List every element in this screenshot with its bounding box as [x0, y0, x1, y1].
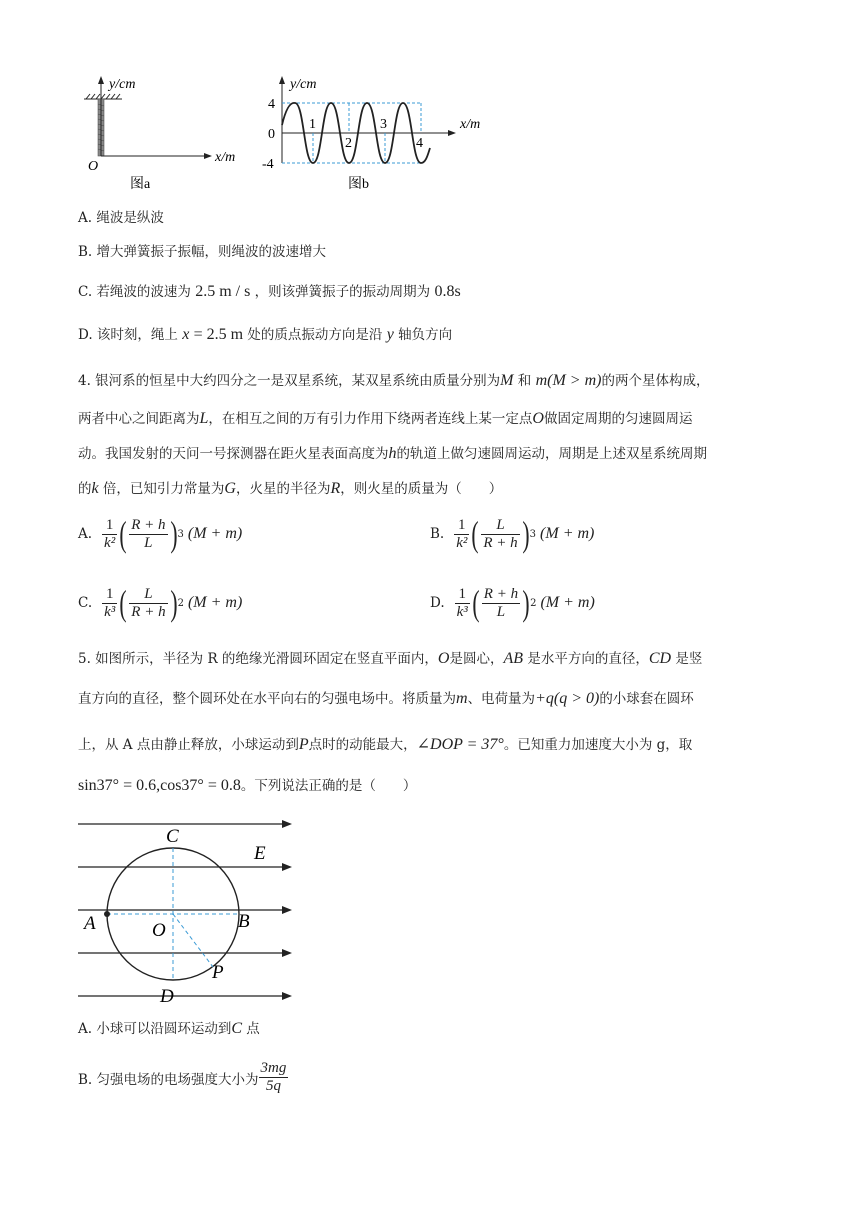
q4-text: 4. 银河系的恒星中大约四分之一是双星系统，某双星系统由质量分别为	[78, 373, 501, 389]
q5-var-CD: CD	[648, 650, 672, 667]
q4-option-c: C. $\frac{1}{\text{k³}}$ ( $\frac{L}{R + h}$ ) 2 (M + m)	[78, 583, 243, 623]
field-strength-fraction: $\frac{3mg}{5q}$	[260, 1060, 287, 1094]
q4-text: 和	[513, 373, 536, 389]
q5-text: 上，从 A 点由静止释放，小球运动到	[78, 737, 299, 753]
q4-text: ，则火星的质量为（ ）	[340, 481, 503, 497]
q5-text: 、电荷量为	[467, 691, 536, 707]
q4-var-M: M	[500, 372, 514, 389]
q5-text: 是圆心，	[449, 651, 504, 667]
figure-a-caption: 图a	[130, 177, 151, 192]
q4-line-4	[78, 479, 502, 499]
q5-option-a	[78, 1019, 260, 1039]
label-A: A	[84, 913, 96, 934]
q4-var-h: h	[388, 445, 397, 462]
q4-option-b: B. $\frac{1}{\text{k²}}$ ( $\frac{L}{R + h}$ ) 3 (M + m)	[430, 514, 595, 554]
q4-var-k: k	[91, 480, 99, 497]
q5-text: 。下列说法正确的是（ ）	[240, 778, 417, 794]
mass-sum: (M + m)	[540, 525, 595, 542]
q3-option-d-y: y	[386, 326, 394, 343]
q5-text: 。已知重力加速度大小为 g，取	[503, 737, 693, 753]
y-tick-bottom: -4	[262, 157, 274, 172]
mass-sum: (M + m)	[540, 594, 595, 611]
q5-option-a-text: 点	[242, 1021, 260, 1037]
q4-text: 两者中心之间距离为	[78, 411, 200, 427]
q5-var-AB: AB	[503, 650, 524, 667]
origin-label: O	[88, 159, 99, 174]
q3-option-d	[78, 325, 452, 345]
ratio: $\frac{R + h}{L}$	[131, 516, 166, 551]
q4-line-2	[78, 409, 692, 429]
q5-text: 是竖	[671, 651, 703, 667]
q4-line-3	[78, 444, 707, 464]
q3-option-d-mid: 处的质点振动方向是沿	[247, 327, 383, 343]
q5-option-b-text: B. 匀强电场的电场强度大小为	[78, 1071, 259, 1088]
q5-var-O: O	[437, 650, 450, 667]
q5-angle: ∠DOP = 37°	[416, 736, 504, 753]
q3-option-b: B. 增大弹簧振子振幅，则绳波的波速增大	[78, 244, 327, 260]
label-O: O	[152, 920, 166, 941]
x-axis-label: x/m	[460, 117, 481, 132]
q5-text: 直方向的直径，整个圆环处在水平向右的匀强电场中。将质量为	[78, 691, 456, 707]
q3-option-d-pre: D. 该时刻，绳上	[78, 327, 178, 343]
coefficient: $\frac{1}{\text{k²}}$	[456, 516, 468, 551]
coefficient: $\frac{1}{\text{k³}}$	[456, 585, 468, 620]
q5-line-1	[78, 649, 702, 669]
q3-option-d-post: 轴负方向	[398, 327, 453, 343]
q5-option-b	[78, 1060, 288, 1095]
q5-var-m: m	[456, 690, 468, 707]
q4-var-m-condition: m(M > m)	[535, 372, 602, 389]
q4-text: 倍，已知引力常量为	[98, 481, 225, 497]
q5-text: 5. 如图所示，半径为 R 的绝缘光滑圆环固定在竖直平面内，	[78, 651, 438, 667]
label-P: P	[212, 962, 224, 983]
q4-var-L: L	[199, 410, 209, 427]
x-tick-2: 2	[345, 136, 352, 151]
y-tick-top: 4	[268, 97, 275, 112]
q3-option-c-post: ，则该弹簧振子的振动周期为	[254, 284, 431, 300]
x-tick-4: 4	[416, 136, 423, 151]
q4-option-d: D. $\frac{1}{\text{k³}}$ ( $\frac{R + h}{L}$ ) 2 (M + m)	[430, 583, 595, 623]
figure-a	[78, 70, 258, 195]
option-label: B.	[430, 526, 445, 542]
figure-b-caption: 图b	[348, 177, 369, 192]
mass-sum: (M + m)	[187, 594, 243, 611]
q4-text: 的两个星体构成，	[601, 373, 710, 389]
y-tick-zero: 0	[268, 127, 275, 142]
ratio: $\frac{L}{R + h}$	[131, 585, 166, 620]
option-label: D.	[430, 595, 445, 611]
q4-var-G: G	[224, 480, 236, 497]
q4-text: ，火星的半径为	[235, 481, 331, 497]
q5-option-a-text: A. 小球可以沿圆环运动到	[78, 1021, 232, 1037]
y-axis-label: y/cm	[290, 77, 317, 92]
q3-option-c-pre: C. 若绳波的波速为	[78, 284, 191, 300]
label-D: D	[160, 986, 174, 1007]
q4-text: 的	[78, 481, 92, 497]
y-axis-label: y/cm	[109, 77, 136, 92]
q5-line-4	[78, 776, 416, 796]
q5-line-2	[78, 689, 694, 709]
q5-var-q: +q(q > 0)	[535, 690, 600, 707]
q3-option-c-speed: 2.5 m / s	[195, 283, 251, 300]
q5-option-a-point: C	[231, 1020, 243, 1037]
option-label: A.	[78, 526, 93, 542]
q3-option-d-eq: = 2.5 m	[193, 326, 244, 343]
q3-option-a: A. 绳波是纵波	[78, 210, 164, 226]
q4-var-O: O	[532, 410, 544, 427]
mass-sum: (M + m)	[187, 525, 243, 542]
q3-option-c	[78, 282, 461, 302]
x-tick-1: 1	[309, 117, 316, 132]
label-C: C	[166, 826, 179, 847]
q5-var-P: P	[298, 736, 309, 753]
coefficient: $\frac{1}{\text{k³}}$	[104, 585, 116, 620]
x-tick-3: 3	[380, 117, 387, 132]
ceiling-hatch	[84, 94, 122, 99]
ratio: $\frac{L}{R + h}$	[483, 516, 518, 551]
ratio: $\frac{R + h}{L}$	[483, 585, 519, 620]
q5-line-3	[78, 735, 692, 755]
q4-line-1	[78, 371, 709, 391]
q4-text: 的轨道上做匀速圆周运动，周期是上述双星系统周期	[396, 446, 707, 462]
q4-text: 做固定周期的匀速圆周运	[543, 411, 693, 427]
figure-b	[258, 70, 508, 195]
q5-trig-values: sin37° = 0.6,cos37° = 0.8	[78, 777, 241, 794]
ring-field-figure	[78, 812, 308, 1012]
label-E: E	[254, 843, 266, 864]
coefficient: $\frac{1}{\text{k²}}$	[104, 516, 116, 551]
label-B: B	[238, 911, 250, 932]
x-axis-label: x/m	[215, 150, 236, 165]
q5-text: 是水平方向的直径，	[523, 651, 649, 667]
q5-text: 点时的动能最大，	[308, 737, 417, 753]
ball	[104, 911, 110, 917]
q5-text: 的小球套在圆环	[599, 691, 694, 707]
q4-text: 动。我国发射的天问一号探测器在距火星表面高度为	[78, 446, 389, 462]
q4-var-R: R	[330, 480, 341, 497]
q4-text: ，在相互之间的万有引力作用下绕两者连线上某一定点	[208, 411, 533, 427]
option-label: C.	[78, 595, 93, 611]
q3-option-d-x: x	[182, 326, 190, 343]
q4-option-a: A. $\frac{1}{\text{k²}}$ ( $\frac{R + h}{L}$ ) 3 (M + m)	[78, 514, 243, 554]
q3-option-c-period: 0.8s	[434, 283, 461, 300]
